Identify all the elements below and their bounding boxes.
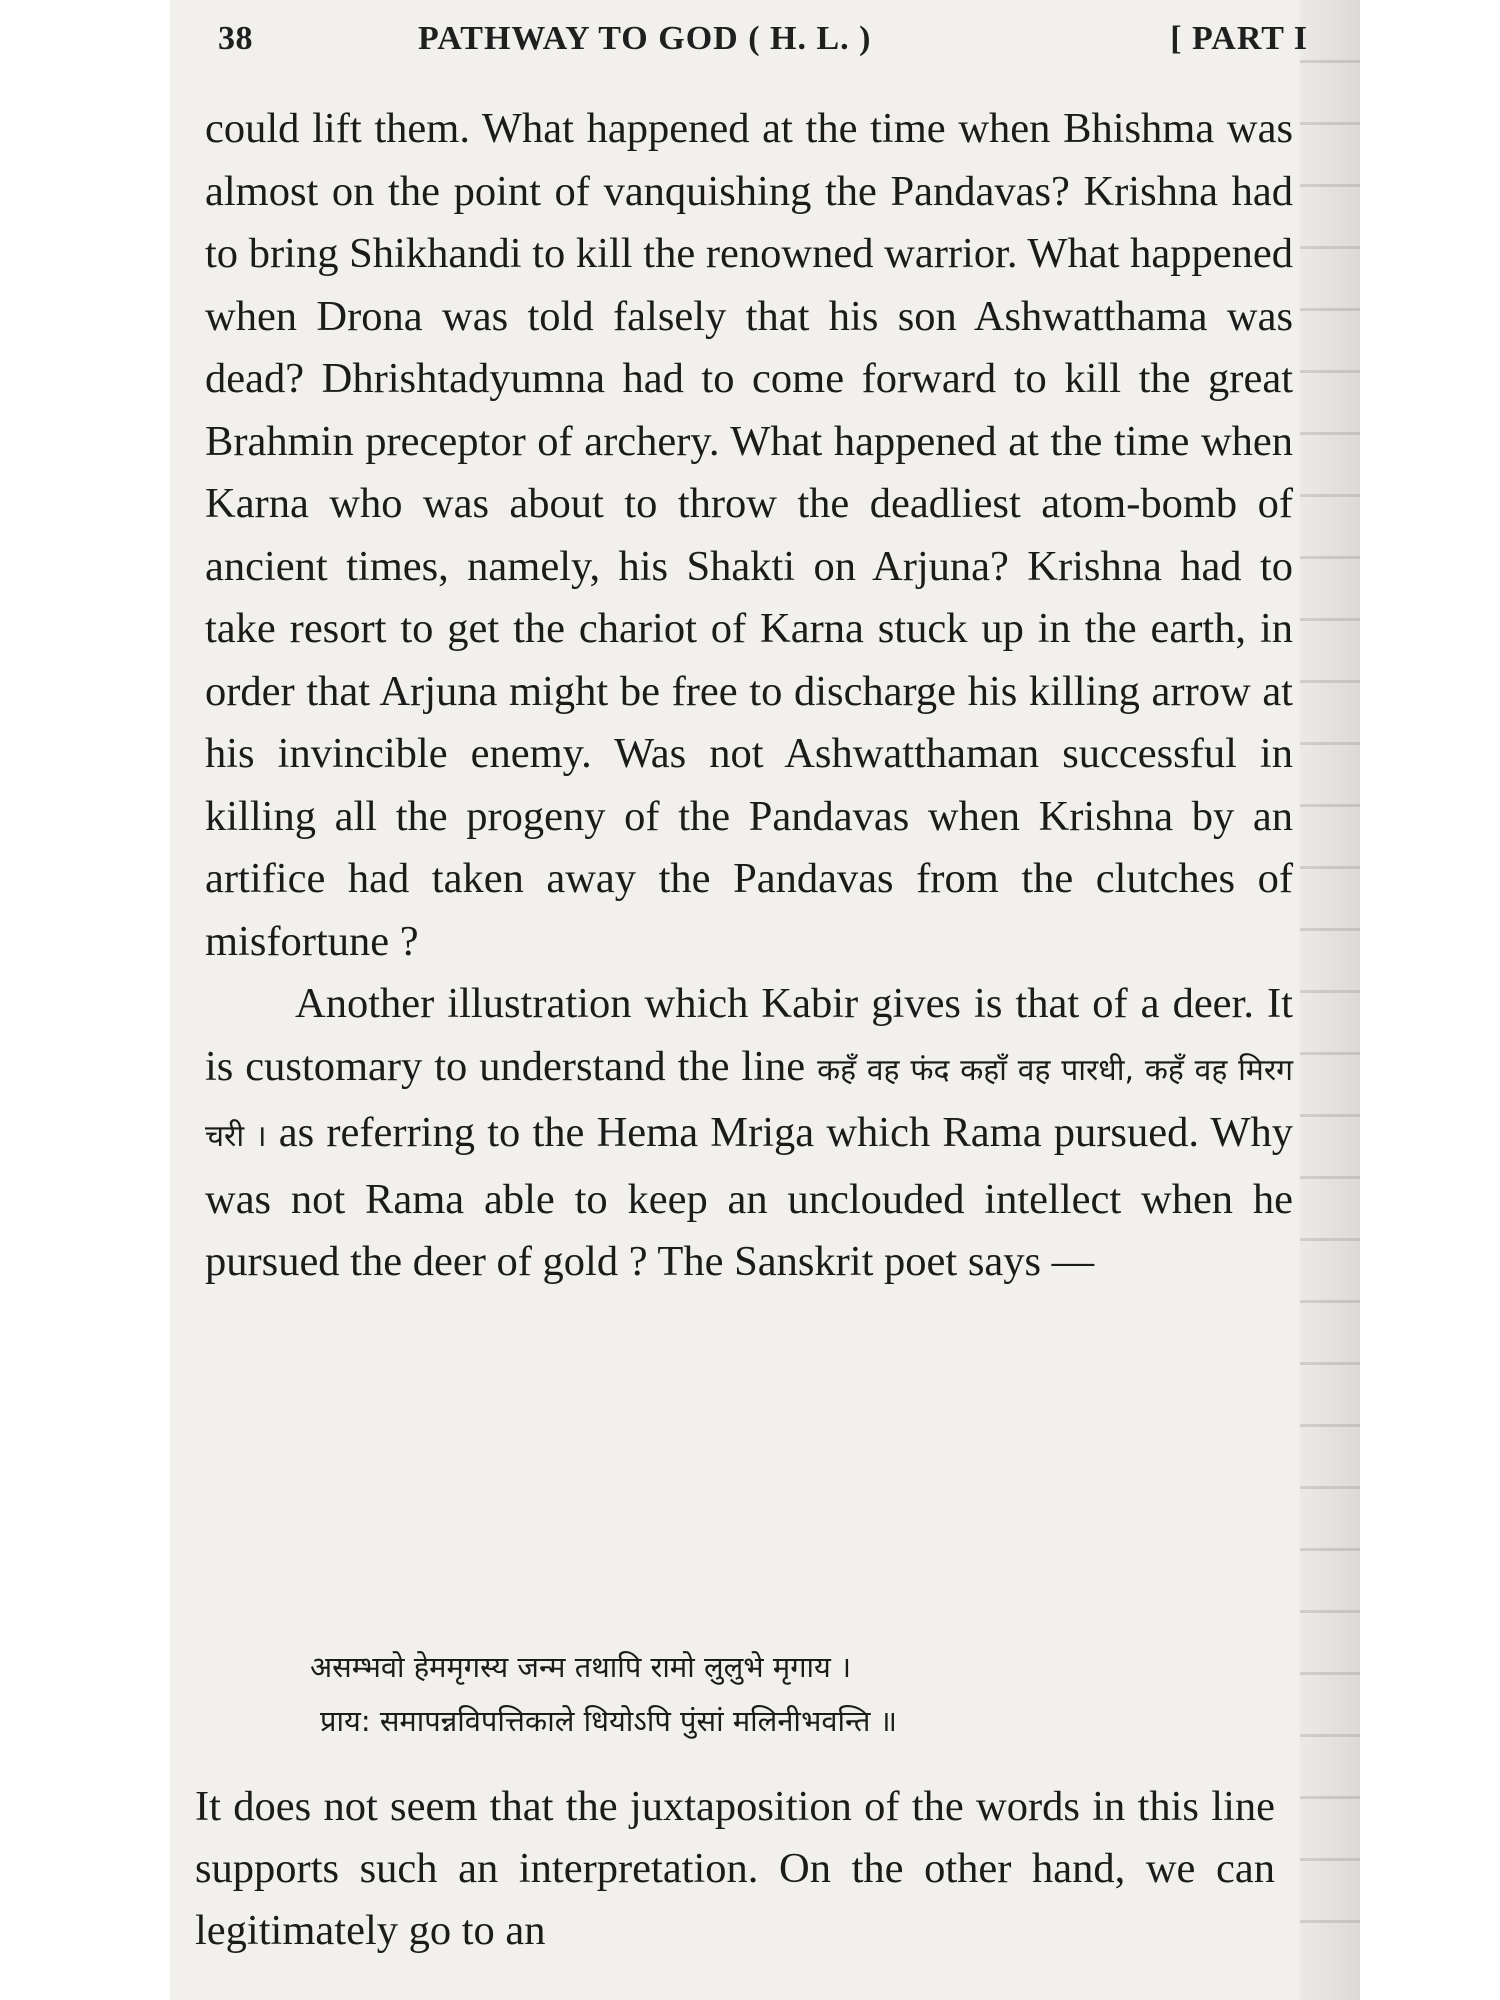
- paragraph-2-continuation: as referring to the Hema Mriga which Rama pursued. Why was not Rama able to keep an unclouded intellect when he pursued the deer of gold ? The Sanskrit poet says —: [205, 1109, 1293, 1285]
- verse-line-2: प्राय: समापन्नविपत्तिकाले धियोऽपि पुंसां मलिनीभवन्ति ॥: [320, 1704, 898, 1738]
- part-label: [ PART I: [1170, 20, 1308, 57]
- facing-page-bleed-through: [1300, 60, 1360, 1960]
- hindi-quote: कहँ वह फंद कहाँ वह पारधी, कहँ वह मिरग चरी ।: [205, 1052, 1293, 1154]
- paragraph-1: could lift them. What happened at the time when Bhishma was almost on the point of vanquishing the Pandavas? Krishna had to bring Shikhandi to kill the renowned warrior. What happened when Drona was told falsely that his son Ashwatthama was dead? Dhrishtadyumna had to come forward to kill the great Brahmin preceptor of archery. What happened at the time when Karna who was about to throw the deadliest atom-bomb of ancient times, namely, his Shakti on Arjuna? Krishna had to take resort to get the chariot of Karna stuck up in the earth, in order that Arjuna might be free to discharge his killing arrow at his invincible enemy. Was not Ashwatthaman successful in killing all the progeny of the Pandavas when Krishna by an artifice had taken away the Pandavas from the clutches of misfortune ?: [205, 105, 1293, 965]
- paragraph-2: [205, 973, 1293, 1294]
- body-text: [205, 98, 1293, 1294]
- paragraph-3: It does not seem that the juxtaposition of the words in this line supports such an interpretation. On the other hand, we can legitimately go to an: [195, 1783, 1275, 1954]
- page-number: 38: [218, 20, 253, 57]
- sanskrit-verse: [310, 1640, 897, 1748]
- running-title: PATHWAY TO GOD ( H. L. ): [418, 20, 872, 57]
- page-header: [218, 14, 1308, 64]
- paragraph-2-intro: Another illustration which Kabir gives is that of a deer. It is customary to understand the line: [205, 980, 1293, 1090]
- verse-line-1: असम्भवो हेममृगस्य जन्म तथापि रामो लुलुभे मृगाय ।: [310, 1650, 852, 1684]
